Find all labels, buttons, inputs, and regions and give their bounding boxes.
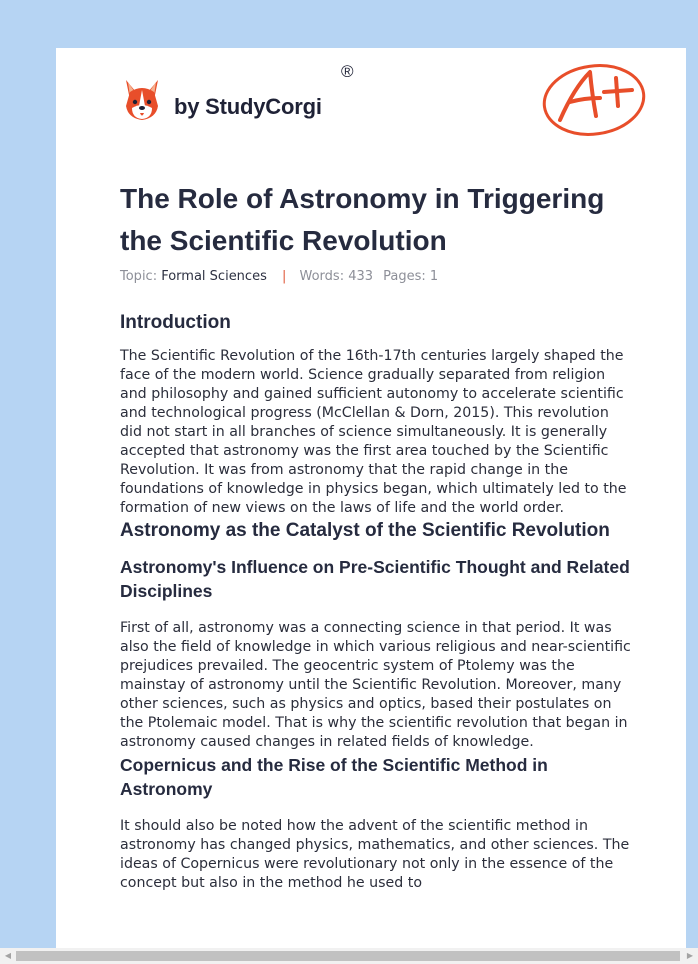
a-plus-badge-icon bbox=[538, 58, 650, 140]
scroll-right-icon[interactable]: ▶ bbox=[686, 951, 694, 960]
brand-logo[interactable] bbox=[122, 76, 322, 126]
registered-mark: ® bbox=[341, 62, 354, 81]
heading-catalyst: Astronomy as the Catalyst of the Scientific Revolution bbox=[120, 520, 610, 541]
word-count: Words: 433 bbox=[299, 269, 374, 284]
document-page bbox=[56, 48, 686, 952]
page-count: Pages: 1 bbox=[383, 269, 439, 284]
paragraph-introduction: The Scientific Revolution of the 16th-17th centuries largely shaped the face of the modern world. Science gradually separated from religion and philosophy and gained sufficient autonomy to accelerate scientific and technological progress (McClellan & Dorn, 2015). This revolution did not start in all branches of science simultaneously. It is generally accepted that astronomy was the first area touched by the Scientific Revolution. It was from astronomy that the rapid change in the foundations of knowledge in physics began, which ultimately led to the formation of new views on the laws of life and the world order. bbox=[120, 348, 627, 516]
paragraph-influence: First of all, astronomy was a connecting science in that period. It was also the field of knowledge in which various religious and near-scientific prejudices prevailed. The geocentric system of Ptolemy was the mainstay of astronomy until the Scientific Revolution. Moreover, many other sciences, such as physics and optics, based their postulates on the Ptolemaic model. That is why the scientific revolution that began in astronomy caused changes in related fields of knowledge. bbox=[120, 620, 631, 750]
heading-copernicus: Copernicus and the Rise of the Scientific Method in Astronomy bbox=[120, 755, 548, 799]
topic-label: Topic: bbox=[120, 269, 158, 284]
paragraph-copernicus: It should also be noted how the advent of the scientific method in astronomy has changed physics, mathematics, and other sciences. The ideas of Copernicus were revolutionary not only in the essence of the concept but also in the method he used to bbox=[120, 818, 630, 891]
essay-body bbox=[120, 311, 632, 893]
horizontal-scrollbar[interactable] bbox=[0, 948, 698, 964]
topic-link[interactable]: Formal Sciences bbox=[161, 269, 267, 284]
essay-title: The Role of Astronomy in Triggering the Scientific Revolution bbox=[120, 183, 605, 256]
scrollbar-thumb[interactable] bbox=[16, 951, 680, 961]
heading-influence: Astronomy's Influence on Pre-Scientific Thought and Related Disciplines bbox=[120, 557, 630, 601]
scroll-left-icon[interactable]: ◀ bbox=[4, 951, 12, 960]
corgi-icon bbox=[122, 78, 162, 124]
brand-name: by StudyCorgi bbox=[174, 94, 322, 119]
heading-introduction: Introduction bbox=[120, 312, 231, 333]
meta-separator: | bbox=[281, 269, 287, 284]
essay-meta bbox=[120, 269, 438, 284]
